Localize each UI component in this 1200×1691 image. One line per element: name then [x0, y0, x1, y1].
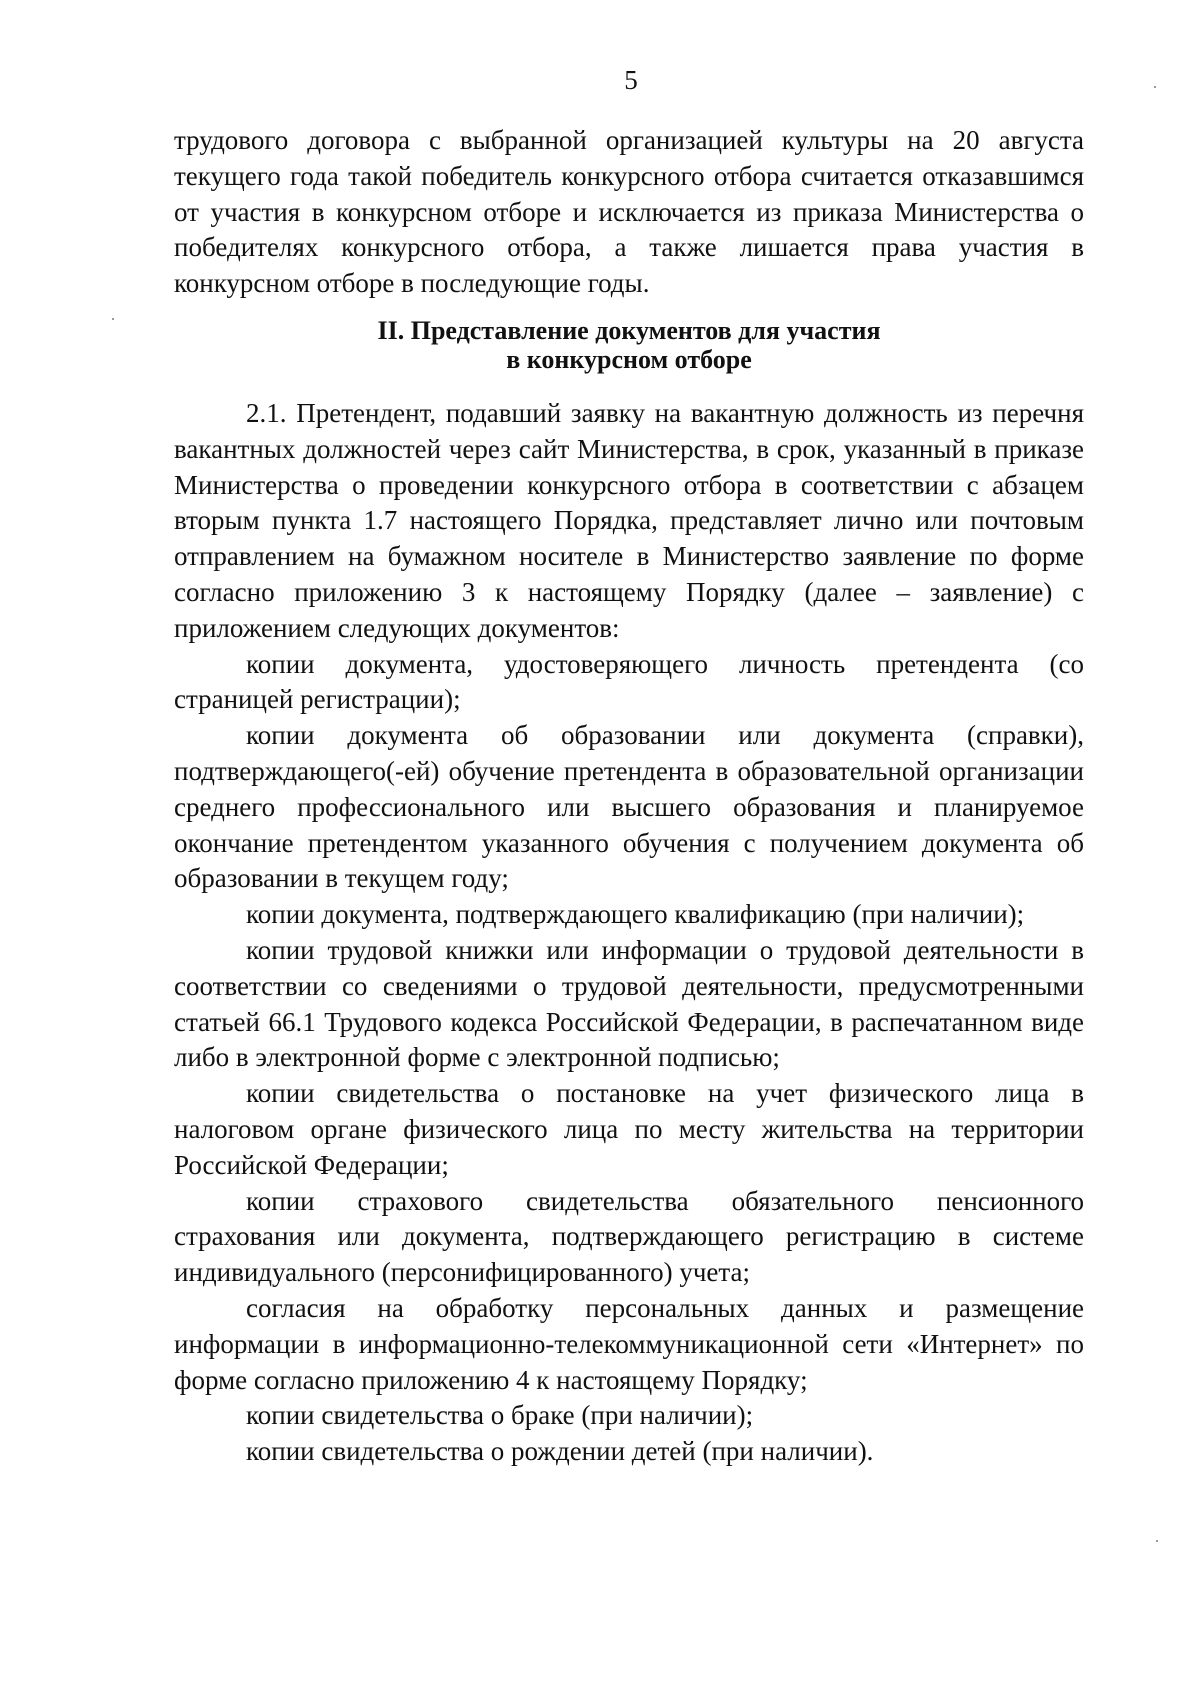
section-heading	[174, 316, 1084, 374]
page-number: 5	[624, 65, 638, 95]
list-item-pension-insurance: копии страхового свидетельства обязательного пенсионного страхования или документа, подтверждающего регистрацию в системе индивидуального (персонифицированного) учета;	[174, 1185, 1084, 1288]
paragraph-2-1: 2.1. Претендент, подавший заявку на вакантную должность из перечня вакантных должностей через сайт Министерства, в срок, указанный в приказе Министерства о проведении конкурсного отбора в соответствии с абзацем вторым пункта 1.7 настоящего Порядка, представляет лично или почтовым отправлением на бумажном носителе в Министерство заявление по форме согласно приложению 3 к настоящему Порядку (далее – заявление) с приложением следующих документов:	[174, 397, 1084, 643]
list-item-education-document: копии документа об образовании или документа (справки), подтверждающего(-ей) обучение претендента в образовательной организации среднего профессионального или высшего образования и планируемое окончание претендентом указанного обучения с получением документа об образовании в текущем году;	[174, 720, 1084, 894]
section-title-line-1: II. Представление документов для участия	[377, 315, 881, 345]
list-item-marriage-certificate: копии свидетельства о браке (при наличии);	[246, 1400, 754, 1431]
list-item-qualification-document: копии документа, подтверждающего квалификацию (при наличии);	[246, 899, 1025, 930]
list-item-identity-document: копии документа, удостоверяющего личность претендента (со страницей регистрации);	[174, 648, 1084, 715]
scan-artifact	[1156, 1540, 1158, 1542]
list-item-work-record: копии трудовой книжки или информации о трудовой деятельности в соответствии со сведениями о трудовой деятельности, предусмотренными статьей 66.1 Трудового кодекса Российской Федерации, в распечатанном виде либо в электронной форме с электронной подписью;	[174, 934, 1084, 1073]
intro-paragraph: трудового договора с выбранной организацией культуры на 20 августа текущего года такой победитель конкурсного отбора считается отказавшимся от участия в конкурсном отборе и исключается из приказа Министерства о победителях конкурсного отбора, а также лишается права участия в конкурсном отборе в последующие годы.	[174, 125, 1084, 299]
list-item-data-consent: согласия на обработку персональных данных и размещение информации в информационно-телекоммуникационной сети «Интернет» по форме согласно приложению 4 к настоящему Порядку;	[174, 1292, 1084, 1395]
section-title-line-2: в конкурсном отборе	[506, 344, 752, 374]
list-item-tax-registration: копии свидетельства о постановке на учет физического лица в налоговом органе физического лица по месту жительства на территории Российской Федерации;	[174, 1078, 1084, 1180]
list-item-birth-certificates: копии свидетельства о рождении детей (при наличии).	[246, 1436, 874, 1467]
document-body	[174, 123, 1084, 1470]
scan-artifact	[112, 318, 114, 320]
